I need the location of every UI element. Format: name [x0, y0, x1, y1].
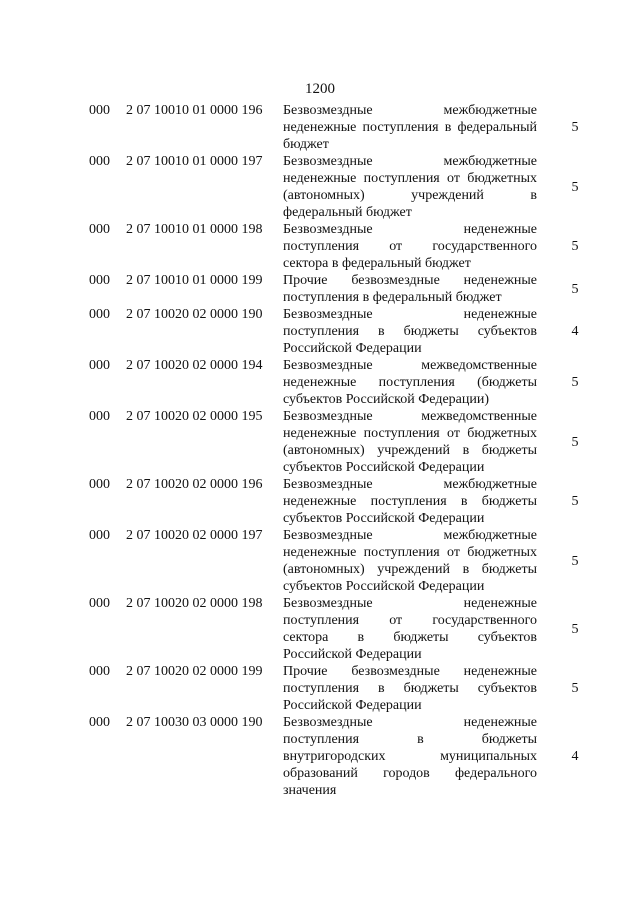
revenue-name-line: бюджет: [283, 137, 329, 152]
revenue-name-cell: [283, 357, 537, 408]
admin-code-cell: 000: [89, 307, 110, 322]
admin-code-cell: 000: [89, 222, 110, 237]
table-row: [0, 221, 640, 272]
revenue-name-line: поступления в федеральный бюджет: [283, 290, 502, 305]
classification-class-cell: 5: [571, 282, 579, 297]
revenue-name-line: субъектов Российской Федерации): [283, 392, 490, 407]
budget-classification-code-cell: 2 07 10020 02 0000 197: [126, 528, 263, 543]
admin-code-cell: 000: [89, 154, 110, 169]
revenue-name-line: Российской Федерации: [283, 341, 422, 356]
revenue-name-line: Прочие безвозмездные неденежные: [283, 273, 537, 288]
budget-classification-code-cell: 2 07 10020 02 0000 195: [126, 409, 263, 424]
admin-code-cell: 000: [89, 664, 110, 679]
revenue-name-cell: [283, 272, 537, 306]
revenue-name-line: Безвозмездные неденежные: [283, 715, 537, 730]
classification-class-cell: 5: [571, 622, 579, 637]
revenue-name-line: Безвозмездные межбюджетные: [283, 528, 537, 543]
revenue-name-line: Безвозмездные межбюджетные: [283, 154, 537, 169]
classification-class-cell: 5: [571, 239, 579, 254]
revenue-name-line: поступления в бюджеты: [283, 732, 537, 747]
revenue-name-line: (автономных) учреждений в: [283, 188, 537, 203]
budget-classification-code-cell: 2 07 10020 02 0000 198: [126, 596, 263, 611]
table-row: [0, 663, 640, 714]
table-row: [0, 153, 640, 221]
budget-classification-code-cell: 2 07 10020 02 0000 190: [126, 307, 263, 322]
revenue-name-line: поступления в бюджеты субъектов: [283, 681, 537, 696]
table-row: [0, 714, 640, 799]
budget-classification-code-cell: 2 07 10030 03 0000 190: [126, 715, 263, 730]
revenue-name-line: Российской Федерации: [283, 647, 422, 662]
revenue-name-line: неденежные поступления в бюджеты: [283, 494, 537, 509]
table-row: [0, 408, 640, 476]
table-row: [0, 272, 640, 306]
budget-classification-code-cell: 2 07 10020 02 0000 194: [126, 358, 263, 373]
admin-code-cell: 000: [89, 715, 110, 730]
revenue-name-line: неденежные поступления от бюджетных: [283, 545, 537, 560]
revenue-name-line: Безвозмездные межбюджетные: [283, 477, 537, 492]
admin-code-cell: 000: [89, 273, 110, 288]
revenue-name-line: Безвозмездные межведомственные: [283, 409, 537, 424]
budget-classification-code-cell: 2 07 10010 01 0000 196: [126, 103, 263, 118]
table-row: [0, 102, 640, 153]
table-row: [0, 306, 640, 357]
admin-code-cell: 000: [89, 477, 110, 492]
classification-class-cell: 4: [571, 324, 579, 339]
revenue-name-line: значения: [283, 783, 337, 798]
revenue-name-line: Безвозмездные межведомственные: [283, 358, 537, 373]
classification-class-cell: 4: [571, 749, 579, 764]
budget-code-table: [0, 102, 640, 799]
revenue-name-cell: [283, 595, 537, 663]
revenue-name-line: Безвозмездные межбюджетные: [283, 103, 537, 118]
classification-class-cell: 5: [571, 681, 579, 696]
revenue-name-line: Российской Федерации: [283, 698, 422, 713]
revenue-name-line: образований городов федерального: [283, 766, 537, 781]
revenue-name-cell: [283, 102, 537, 153]
budget-classification-code-cell: 2 07 10020 02 0000 199: [126, 664, 263, 679]
revenue-name-line: сектора в федеральный бюджет: [283, 256, 471, 271]
revenue-name-cell: [283, 153, 537, 221]
revenue-name-line: сектора в бюджеты субъектов: [283, 630, 537, 645]
budget-classification-code-cell: 2 07 10010 01 0000 198: [126, 222, 263, 237]
revenue-name-line: (автономных) учреждений в бюджеты: [283, 443, 537, 458]
admin-code-cell: 000: [89, 103, 110, 118]
page-number: 1200: [305, 81, 335, 97]
budget-classification-code-cell: 2 07 10010 01 0000 197: [126, 154, 263, 169]
table-row: [0, 527, 640, 595]
classification-class-cell: 5: [571, 120, 579, 135]
revenue-name-cell: [283, 408, 537, 476]
table-row: [0, 595, 640, 663]
budget-classification-code-cell: 2 07 10020 02 0000 196: [126, 477, 263, 492]
table-row: [0, 476, 640, 527]
revenue-name-line: Прочие безвозмездные неденежные: [283, 664, 537, 679]
classification-class-cell: 5: [571, 494, 579, 509]
revenue-name-line: федеральный бюджет: [283, 205, 412, 220]
admin-code-cell: 000: [89, 528, 110, 543]
revenue-name-line: Безвозмездные неденежные: [283, 222, 537, 237]
revenue-name-cell: [283, 714, 537, 799]
revenue-name-line: поступления от государственного: [283, 613, 537, 628]
admin-code-cell: 000: [89, 409, 110, 424]
table-row: [0, 357, 640, 408]
revenue-name-line: (автономных) учреждений в бюджеты: [283, 562, 537, 577]
revenue-name-line: внутригородских муниципальных: [283, 749, 537, 764]
admin-code-cell: 000: [89, 596, 110, 611]
classification-class-cell: 5: [571, 554, 579, 569]
revenue-name-line: неденежные поступления от бюджетных: [283, 426, 537, 441]
revenue-name-line: субъектов Российской Федерации: [283, 511, 485, 526]
budget-classification-code-cell: 2 07 10010 01 0000 199: [126, 273, 263, 288]
revenue-name-cell: [283, 527, 537, 595]
revenue-name-line: поступления от государственного: [283, 239, 537, 254]
admin-code-cell: 000: [89, 358, 110, 373]
revenue-name-cell: [283, 306, 537, 357]
revenue-name-line: неденежные поступления (бюджеты: [283, 375, 537, 390]
revenue-name-line: субъектов Российской Федерации: [283, 579, 485, 594]
revenue-name-line: Безвозмездные неденежные: [283, 307, 537, 322]
revenue-name-line: Безвозмездные неденежные: [283, 596, 537, 611]
classification-class-cell: 5: [571, 375, 579, 390]
classification-class-cell: 5: [571, 435, 579, 450]
revenue-name-cell: [283, 221, 537, 272]
revenue-name-cell: [283, 476, 537, 527]
revenue-name-line: субъектов Российской Федерации: [283, 460, 485, 475]
classification-class-cell: 5: [571, 180, 579, 195]
revenue-name-line: неденежные поступления от бюджетных: [283, 171, 537, 186]
revenue-name-line: неденежные поступления в федеральный: [283, 120, 537, 135]
revenue-name-cell: [283, 663, 537, 714]
revenue-name-line: поступления в бюджеты субъектов: [283, 324, 537, 339]
